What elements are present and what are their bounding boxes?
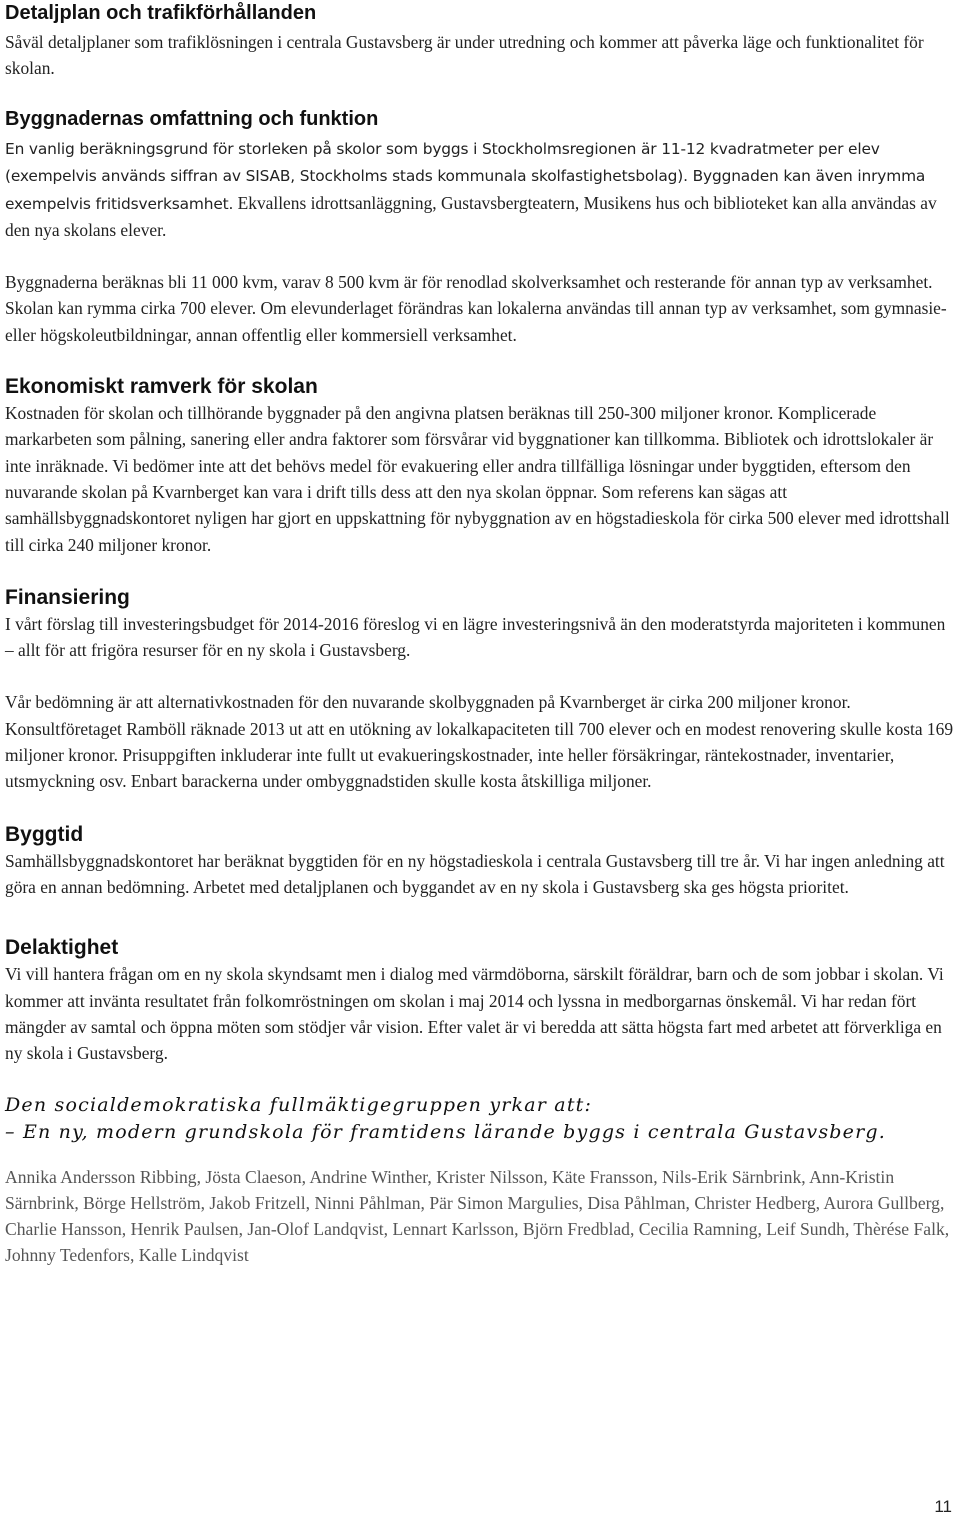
- paragraph-detaljplan: Såväl detaljplaner som trafiklösningen i centrala Gustavsberg är under utredning och kommer att påverka läge och funktionalitet för skolan.: [5, 32, 924, 78]
- motion-intro: Den socialdemokratiska fullmäktigegruppen yrkar att:: [5, 1094, 593, 1117]
- section-heading-delaktighet: Delaktighet: [5, 936, 119, 960]
- section-heading-byggtid: Byggtid: [5, 822, 84, 846]
- page-number: 11: [934, 1497, 952, 1516]
- paragraph-byggnadernas: [5, 135, 957, 243]
- document-page: [5, 0, 957, 1268]
- paragraph-byggnadernas-part1: En vanlig beräkningsgrund för storleken på skolor som byggs i Stockholmsregionen är 11-12 kvadratmeter per elev (exempelvis används siffran av SISAB, Stockholms stads kommunala skolfastighetsbolag). Byggnaden kan även inrymma exempelvis fritidsverksamhet.: [5, 140, 926, 213]
- signatories-list: Annika Andersson Ribbing, Jösta Claeson, Andrine Winther, Krister Nilsson, Käte Fransson, Nils-Erik Särnbrink, Ann-Kristin Särnbrink, Börge Hellström, Jakob Fritzell, Ninni Påhlman, Pär Simon Margulies, Disa Påhlman, Christer Hedberg, Aurora Gullberg, Charlie Hansson, Henrik Paulsen, Jan-Olof Landqvist, Lennart Karlsson, Björn Fredblad, Cecilia Ramning, Leif Sundh, Thèrése Falk, Johnny Tedenfors, Kalle Lindqvist: [5, 1167, 950, 1266]
- paragraph-ekonomiskt: Kostnaden för skolan och tillhörande byggnader på den angivna platsen beräknas till 250-300 miljoner kronor. Komplicerade markarbeten som pålning, sanering eller andra faktorer som försvårar vid byggnationer kan tillkomma. Bibliotek och idrottslokaler är inte inräknade. Vi bedömer inte att det behövs medel för evakuering eller andra tillfälliga lösningar under byggtiden, eftersom den nuvarande skolan på Kvarnberget kan vara i drift tills dess att den nya skolan öppnar. Som referens kan sägas att samhällsbyggnadskontoret nyligen har gjort en uppskattning för nybyggnation av en högstadieskola för cirka 500 elever med idrottshall till cirka 240 miljoner kronor.: [5, 403, 950, 555]
- paragraph-finansiering-2: Vår bedömning är att alternativkostnaden för den nuvarande skolbyggnaden på Kvarnberget är cirka 200 miljoner kronor. Konsultföretaget Ramböll räknade 2013 ut att en utökning av lokalkapaciteten till 700 elever och en modest renovering skulle kosta 169 miljoner kronor. Prisuppgiften inkluderar inte fullt ut evakueringskostnader, inte heller försäkringar, räntekostnader, inventarier, utsmyckning osv. Enbart barackerna under ombyggnadstiden skulle kosta åtskilliga miljoner.: [5, 692, 954, 792]
- paragraph-byggtid: Samhällsbyggnadskontoret har beräknat byggtiden för en ny högstadieskola i centrala Gustavsberg till tre år. Vi har ingen anledning att göra en annan bedömning. Arbetet med detaljplanen och byggandet av en ny skola i Gustavsberg ska ges högsta prioritet.: [5, 850, 945, 897]
- section-heading-ekonomiskt: Ekonomiskt ramverk för skolan: [5, 375, 318, 399]
- paragraph-byggnadernas-2: Byggnaderna beräknas bli 11 000 kvm, varav 8 500 kvm är för renodlad skolverksamhet och resterande för annan typ av verksamhet. Skolan kan rymma cirka 700 elever. Om elevunderlaget förändras kan lokalerna användas till annan typ av verksamhet, som gymnasie- eller högskoleutbildningar, annan offentlig eller kommersiell verksamhet.: [5, 272, 947, 345]
- section-heading-byggnadernas: Byggnadernas omfattning och funktion: [5, 108, 379, 130]
- paragraph-delaktighet: Vi vill hantera frågan om en ny skola skyndsamt men i dialog med värmdöborna, särskilt föräldrar, barn och de som jobbar i skolan. Vi kommer att invänta resultatet från folkomröstningen om skolan i maj 2014 och lyssna in medborgarnas önskemål. Vi har redan fört mängder av samtal och öppna möten som stödjer vår vision. Efter valet är vi beredda att sätta högsta fart med arbetet att förverkliga en ny skola i Gustavsberg.: [5, 964, 944, 1064]
- paragraph-byggnadernas-part2: Ekvallens idrottsanläggning, Gustavsbergteatern, Musikens hus och biblioteket kan alla användas av den nya skolans elever.: [5, 192, 937, 240]
- motion-demand: – En ny, modern grundskola för framtidens lärande byggs i centrala Gustavsberg.: [5, 1121, 886, 1144]
- section-heading-detaljplan: Detaljplan och trafikförhållanden: [5, 2, 317, 24]
- section-heading-finansiering: Finansiering: [5, 585, 130, 609]
- paragraph-finansiering: I vårt förslag till investeringsbudget för 2014-2016 föreslog vi en lägre investeringsnivå än den moderatstyrda majoriteten i kommunen – allt för att frigöra resurser för en ny skola i Gustavsberg.: [5, 613, 946, 661]
